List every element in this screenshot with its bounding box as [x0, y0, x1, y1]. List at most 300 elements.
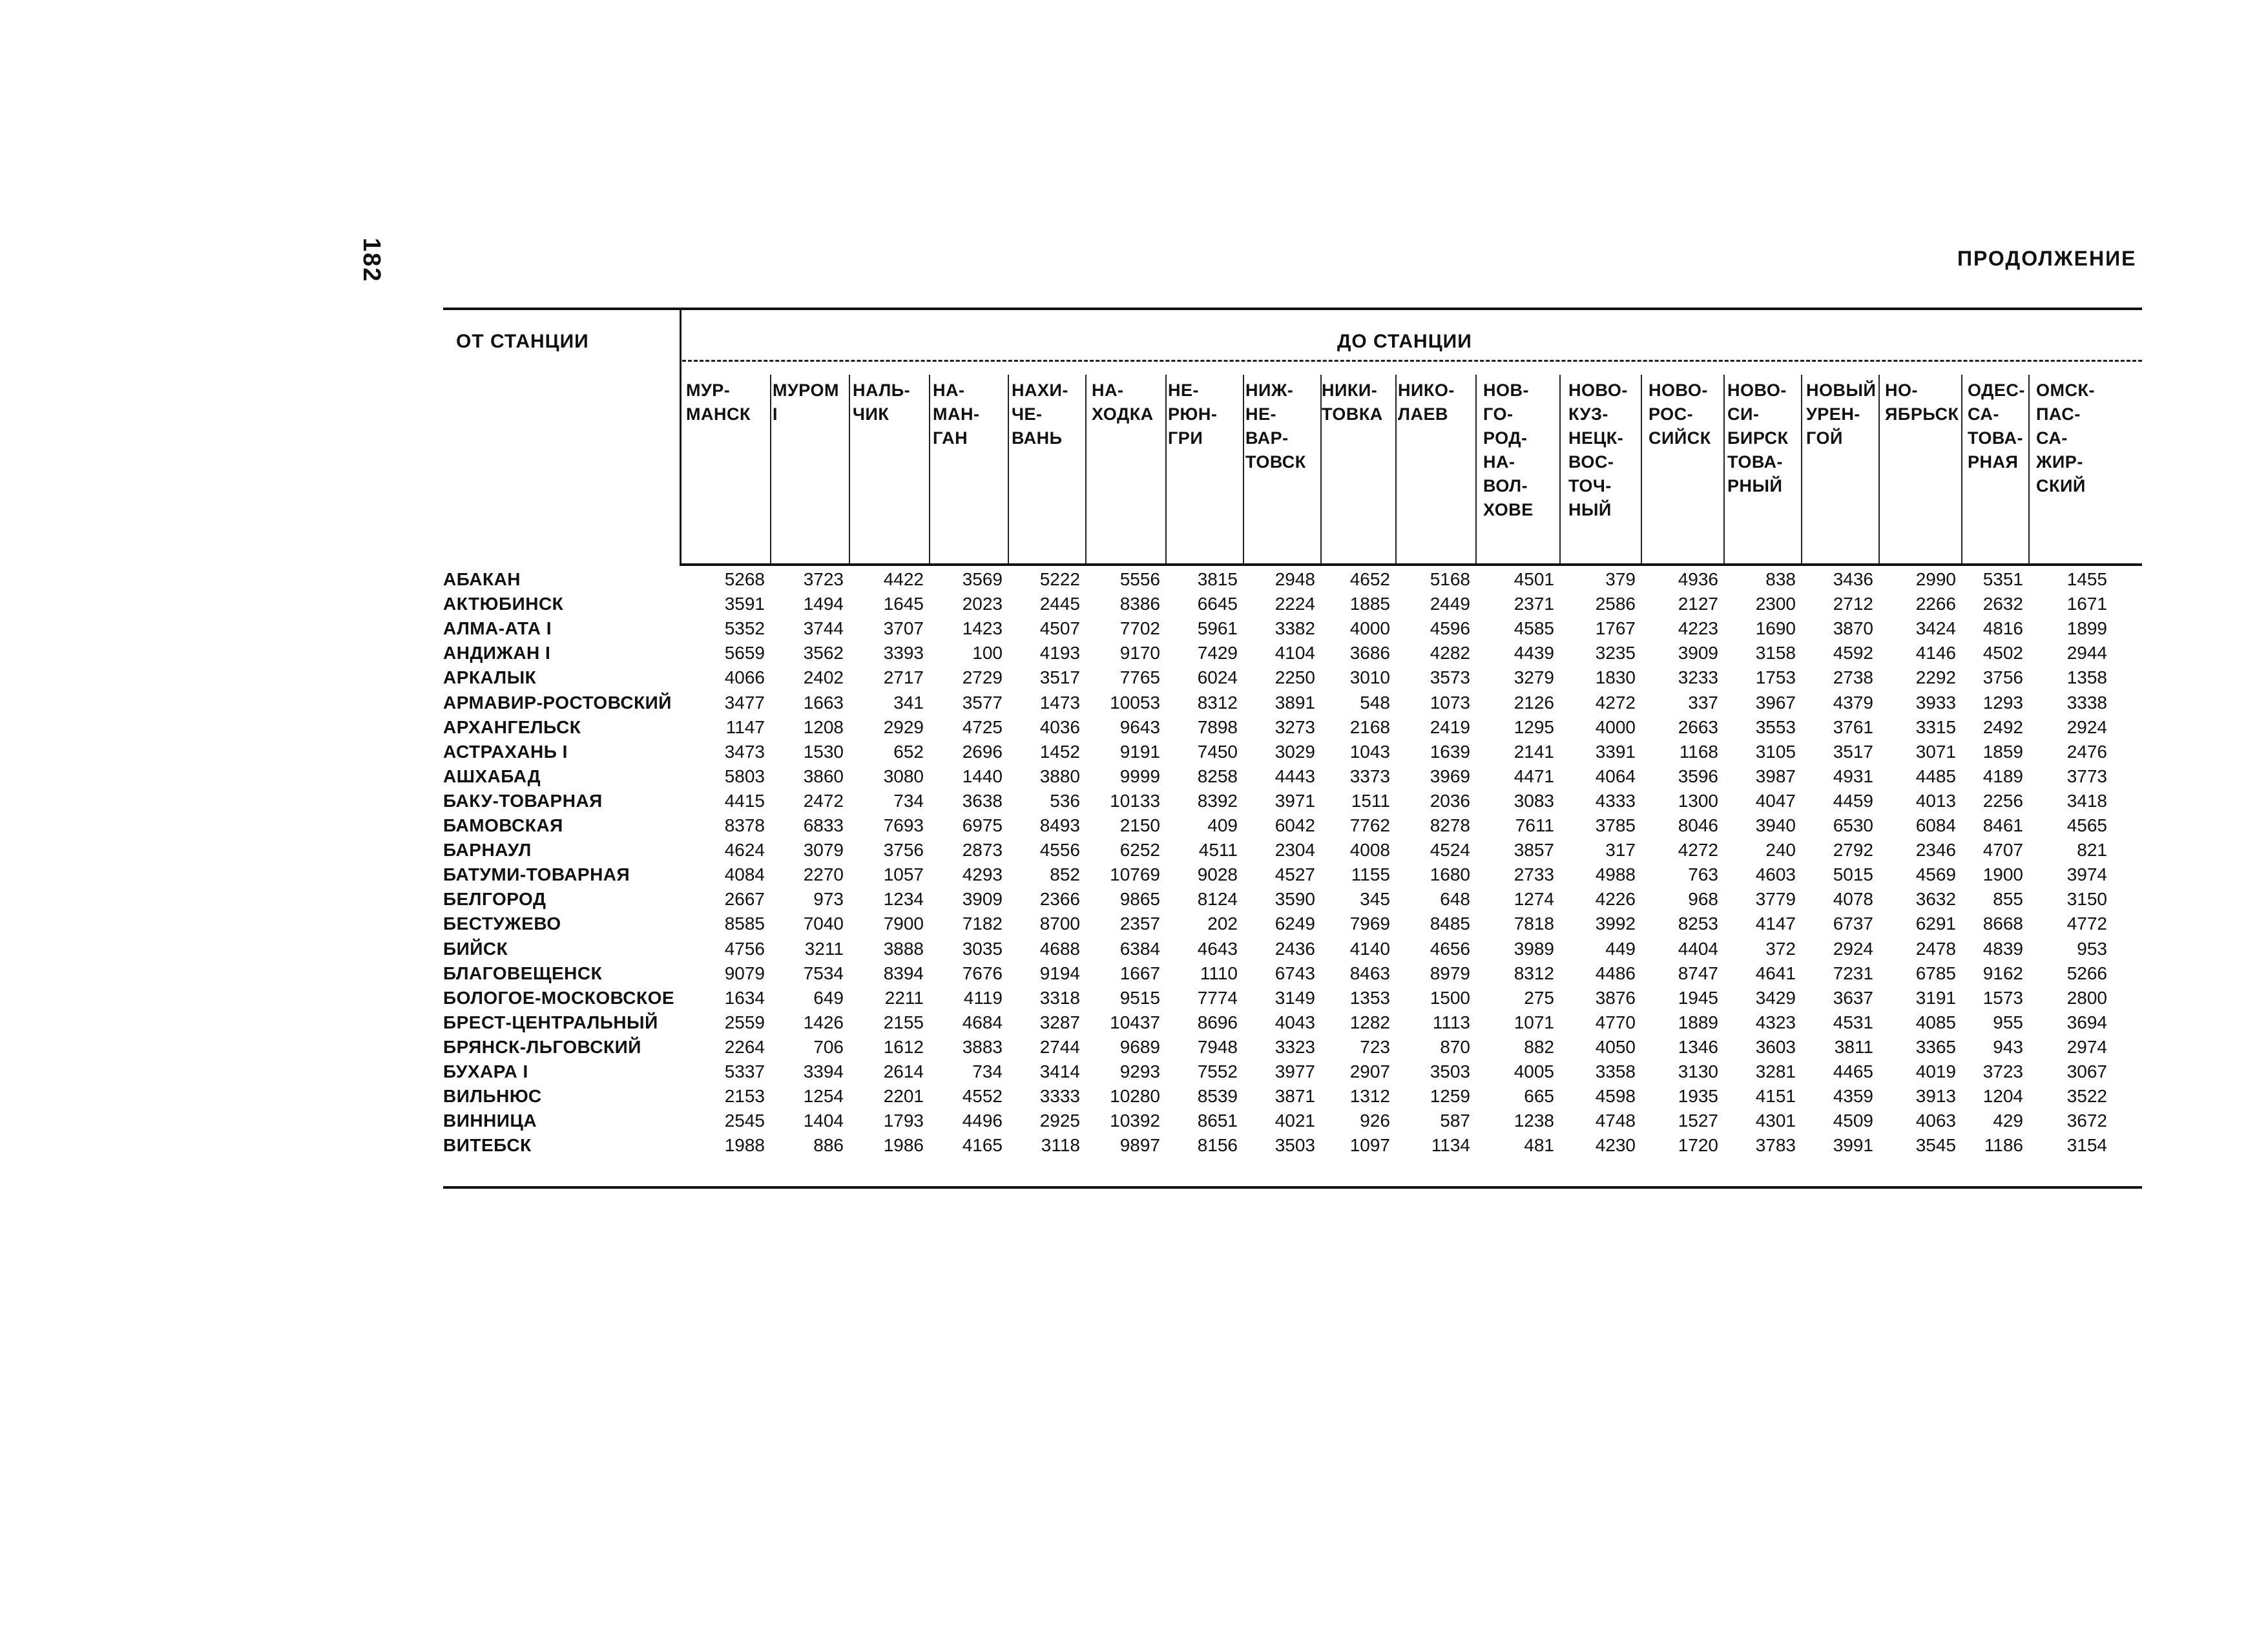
distance-cell: 2224	[1274, 594, 1315, 614]
distance-cell: 6384	[1119, 938, 1160, 959]
distance-cell: 7818	[1514, 914, 1554, 934]
distance-cell: 3672	[2066, 1111, 2107, 1131]
distance-cell: 1889	[1678, 1012, 1718, 1032]
distance-cell: 4496	[962, 1111, 1003, 1131]
distance-cell: 3191	[1915, 987, 1956, 1008]
column-header: МУРОМ I	[773, 381, 839, 424]
distance-cell: 4565	[2066, 815, 2107, 835]
distance-cell: 8386	[1119, 594, 1160, 614]
distance-cell: 1353	[1349, 987, 1390, 1008]
distance-cell: 2266	[1915, 594, 1956, 614]
distance-cell: 4486	[1595, 963, 1636, 983]
distance-cell: 3773	[2066, 766, 2107, 786]
station-name: БУХАРА I	[443, 1061, 528, 1081]
column-divider	[1320, 375, 1322, 563]
distance-cell: 9515	[1119, 987, 1160, 1008]
distance-cell: 4066	[724, 667, 765, 688]
distance-cell: 1440	[962, 766, 1003, 786]
distance-cell: 4509	[1833, 1111, 1873, 1131]
distance-cell: 7231	[1833, 963, 1873, 983]
distance-cell: 2925	[1039, 1111, 1080, 1131]
distance-cell: 3382	[1274, 618, 1315, 639]
distance-cell: 870	[1440, 1036, 1470, 1057]
distance-cell: 341	[893, 692, 924, 713]
distance-cell: 886	[813, 1135, 844, 1156]
distance-cell: 9865	[1119, 889, 1160, 910]
distance-cell: 2472	[803, 790, 844, 811]
distance-cell: 3083	[1514, 790, 1554, 811]
distance-cell: 1527	[1678, 1111, 1718, 1131]
distance-cell: 3071	[1915, 741, 1956, 762]
page-number: 182	[358, 238, 385, 283]
distance-cell: 4603	[1755, 864, 1796, 885]
distance-cell: 1113	[1432, 1012, 1470, 1032]
distance-cell: 7702	[1119, 618, 1160, 639]
station-name: АКТЮБИНСК	[443, 594, 564, 614]
distance-cell: 536	[1050, 790, 1080, 811]
distance-cell: 2211	[884, 987, 924, 1008]
distance-cell: 3723	[1982, 1061, 2023, 1081]
distance-cell: 1639	[1430, 741, 1470, 762]
distance-cell: 3477	[724, 692, 765, 713]
distance-cell: 2357	[1119, 914, 1160, 934]
distance-cell: 10280	[1110, 1086, 1160, 1107]
distance-cell: 1500	[1430, 987, 1470, 1008]
distance-cell: 5659	[724, 643, 765, 663]
distance-cell: 3154	[2066, 1135, 2107, 1156]
distance-cell: 4652	[1349, 569, 1390, 589]
distance-cell: 3035	[962, 938, 1003, 959]
column-divider	[1085, 375, 1087, 563]
distance-cell: 3883	[962, 1036, 1003, 1057]
distance-cell: 4459	[1833, 790, 1873, 811]
distance-cell: 1945	[1678, 987, 1718, 1008]
station-name: АШХАБАД	[443, 766, 541, 786]
column-header: НА- ХОДКА	[1092, 381, 1154, 424]
distance-cell: 1346	[1678, 1036, 1718, 1057]
column-divider	[2028, 375, 2030, 563]
distance-cell: 3080	[883, 766, 924, 786]
distance-cell: 6737	[1833, 914, 1873, 934]
distance-cell: 345	[1360, 889, 1390, 910]
distance-cell: 2944	[2066, 643, 2107, 663]
distance-cell: 9170	[1119, 643, 1160, 663]
station-name: ВИЛЬНЮС	[443, 1086, 542, 1107]
distance-cell: 2738	[1833, 667, 1873, 688]
distance-cell: 6975	[962, 815, 1003, 835]
column-header: НОВО- СИ- БИРСК ТОВА- РНЫЙ	[1727, 381, 1789, 496]
distance-cell: 4379	[1833, 692, 1873, 713]
distance-cell: 1671	[2066, 594, 2107, 614]
distance-cell: 3211	[804, 938, 844, 959]
distance-cell: 2614	[883, 1061, 924, 1081]
column-divider	[1723, 375, 1725, 563]
distance-cell: 1690	[1755, 618, 1796, 639]
distance-cell: 1282	[1349, 1012, 1390, 1032]
distance-cell: 882	[1524, 1036, 1554, 1057]
distance-cell: 665	[1524, 1086, 1554, 1107]
distance-cell: 3971	[1274, 790, 1315, 811]
distance-cell: 2036	[1430, 790, 1470, 811]
distance-cell: 4501	[1514, 569, 1554, 589]
distance-cell: 5015	[1833, 864, 1873, 885]
distance-cell: 3707	[883, 618, 924, 639]
distance-cell: 2476	[2066, 741, 2107, 762]
distance-cell: 8258	[1197, 766, 1238, 786]
distance-cell: 8979	[1430, 963, 1470, 983]
station-name: БАТУМИ-ТОВАРНАЯ	[443, 864, 630, 885]
distance-cell: 1208	[803, 716, 844, 737]
distance-cell: 1358	[2066, 667, 2107, 688]
distance-cell: 4816	[1982, 618, 2023, 639]
distance-cell: 8747	[1678, 963, 1718, 983]
distance-cell: 5168	[1430, 569, 1470, 589]
distance-cell: 3130	[1678, 1061, 1718, 1081]
distance-cell: 1073	[1430, 692, 1470, 713]
distance-cell: 3880	[1039, 766, 1080, 786]
distance-cell: 1134	[1431, 1135, 1470, 1156]
distance-cell: 4524	[1430, 840, 1470, 861]
distance-cell: 8539	[1197, 1086, 1238, 1107]
continuation-label: ПРОДОЛЖЕНИЕ	[1957, 247, 2137, 270]
distance-cell: 9079	[724, 963, 765, 983]
column-divider	[1559, 375, 1561, 563]
column-divider	[929, 375, 930, 563]
header-bottom-rule	[680, 563, 2142, 566]
distance-cell: 1155	[1351, 864, 1390, 885]
distance-cell: 2346	[1915, 840, 1956, 861]
distance-cell: 9293	[1119, 1061, 1160, 1081]
distance-cell: 4422	[883, 569, 924, 589]
column-header: НОВО- РОС- СИЙСК	[1649, 381, 1711, 448]
distance-cell: 8461	[1982, 815, 2023, 835]
distance-cell: 2402	[803, 667, 844, 688]
distance-cell: 3029	[1274, 741, 1315, 762]
distance-cell: 3857	[1514, 840, 1554, 861]
distance-cell: 2141	[1514, 741, 1554, 762]
distance-cell: 4485	[1915, 766, 1956, 786]
distance-cell: 2907	[1349, 1061, 1390, 1081]
distance-cell: 5556	[1119, 569, 1160, 589]
distance-cell: 9643	[1119, 716, 1160, 737]
distance-cell: 2924	[1833, 938, 1873, 959]
distance-cell: 2168	[1349, 716, 1390, 737]
distance-cell: 100	[972, 643, 1003, 663]
distance-cell: 1426	[803, 1012, 844, 1032]
distance-cell: 5266	[2066, 963, 2107, 983]
distance-cell: 4064	[1595, 766, 1636, 786]
distance-cell: 2478	[1915, 938, 1956, 959]
column-header: ОДЕС- СА- ТОВА- РНАЯ	[1968, 381, 2025, 472]
station-name: АСТРАХАНЬ I	[443, 741, 568, 762]
distance-cell: 2366	[1039, 889, 1080, 910]
distance-cell: 1452	[1039, 741, 1080, 762]
distance-cell: 973	[813, 889, 844, 910]
column-divider	[1165, 375, 1167, 563]
distance-cell: 3373	[1349, 766, 1390, 786]
distance-cell: 2436	[1274, 938, 1315, 959]
distance-cell: 2264	[724, 1036, 765, 1057]
distance-cell: 7765	[1119, 667, 1160, 688]
distance-cell: 1793	[883, 1111, 924, 1131]
distance-cell: 3473	[724, 741, 765, 762]
distance-cell: 2153	[724, 1086, 765, 1107]
distance-cell: 4323	[1755, 1012, 1796, 1032]
distance-cell: 2696	[962, 741, 1003, 762]
distance-cell: 3756	[1982, 667, 2023, 688]
distance-cell: 8493	[1039, 815, 1080, 835]
distance-cell: 2127	[1678, 594, 1718, 614]
distance-cell: 4656	[1430, 938, 1470, 959]
distance-cell: 4772	[2066, 914, 2107, 934]
distance-cell: 2929	[883, 716, 924, 737]
distance-cell: 4748	[1595, 1111, 1636, 1131]
distance-cell: 2256	[1982, 790, 2023, 811]
distance-cell: 7948	[1197, 1036, 1238, 1057]
distance-cell: 1935	[1678, 1086, 1718, 1107]
column-divider	[1641, 375, 1642, 563]
distance-cell: 1767	[1595, 618, 1636, 639]
distance-cell: 4165	[962, 1135, 1003, 1156]
distance-cell: 3394	[803, 1061, 844, 1081]
distance-cell: 734	[893, 790, 924, 811]
distance-cell: 4552	[962, 1086, 1003, 1107]
distance-cell: 9162	[1982, 963, 2023, 983]
distance-cell: 3318	[1039, 987, 1080, 1008]
distance-cell: 3522	[2066, 1086, 2107, 1107]
distance-cell: 3067	[2066, 1061, 2107, 1081]
distance-cell: 8392	[1197, 790, 1238, 811]
distance-cell: 8046	[1678, 815, 1718, 835]
station-name: БИЙСК	[443, 938, 508, 959]
distance-cell: 1494	[803, 594, 844, 614]
distance-cell: 1110	[1200, 963, 1238, 983]
distance-cell: 3686	[1349, 643, 1390, 663]
distance-cell: 7450	[1197, 741, 1238, 762]
column-divider	[1961, 375, 1962, 563]
distance-cell: 3638	[962, 790, 1003, 811]
distance-cell: 10053	[1110, 692, 1160, 713]
station-name: БАМОВСКАЯ	[443, 815, 563, 835]
distance-cell: 8278	[1430, 815, 1470, 835]
distance-cell: 8668	[1982, 914, 2023, 934]
distance-cell: 2304	[1274, 840, 1315, 861]
station-name: ВИННИЦА	[443, 1111, 537, 1131]
distance-cell: 3358	[1595, 1061, 1636, 1081]
distance-cell: 3992	[1595, 914, 1636, 934]
distance-cell: 4293	[962, 864, 1003, 885]
distance-cell: 1312	[1349, 1086, 1390, 1107]
distance-cell: 1295	[1514, 716, 1554, 737]
distance-cell: 4119	[963, 987, 1003, 1008]
distance-cell: 2492	[1982, 716, 2023, 737]
distance-cell: 1680	[1430, 864, 1470, 885]
distance-cell: 449	[1605, 938, 1636, 959]
distance-cell: 429	[1993, 1111, 2023, 1131]
distance-cell: 4404	[1678, 938, 1718, 959]
distance-cell: 4063	[1915, 1111, 1956, 1131]
distance-cell: 1259	[1430, 1086, 1470, 1107]
distance-cell: 4272	[1595, 692, 1636, 713]
distance-cell: 4415	[724, 790, 765, 811]
distance-cell: 7900	[883, 914, 924, 934]
station-name: БРЕСТ-ЦЕНТРАЛЬНЫЙ	[443, 1012, 658, 1032]
distance-cell: 2449	[1430, 594, 1470, 614]
distance-cell: 3637	[1833, 987, 1873, 1008]
distance-cell: 4641	[1755, 963, 1796, 983]
distance-cell: 4333	[1595, 790, 1636, 811]
distance-cell: 6252	[1119, 840, 1160, 861]
distance-cell: 4684	[962, 1012, 1003, 1032]
station-name: БЕСТУЖЕВО	[443, 914, 561, 934]
distance-cell: 6833	[803, 815, 844, 835]
distance-cell: 3436	[1833, 569, 1873, 589]
distance-cell: 1667	[1119, 963, 1160, 983]
distance-cell: 3694	[2066, 1012, 2107, 1032]
distance-cell: 2744	[1039, 1036, 1080, 1057]
distance-cell: 4511	[1198, 840, 1238, 861]
distance-cell: 6645	[1197, 594, 1238, 614]
distance-cell: 4988	[1595, 864, 1636, 885]
distance-cell: 3545	[1915, 1135, 1956, 1156]
distance-cell: 1530	[803, 741, 844, 762]
distance-cell: 9689	[1119, 1036, 1160, 1057]
distance-cell: 3779	[1755, 889, 1796, 910]
distance-cell: 4443	[1274, 766, 1315, 786]
distance-cell: 723	[1360, 1036, 1390, 1057]
distance-cell: 8585	[724, 914, 765, 934]
distance-cell: 3573	[1430, 667, 1470, 688]
distance-cell: 2733	[1514, 864, 1554, 885]
distance-cell: 1254	[803, 1086, 844, 1107]
distance-cell: 2292	[1915, 667, 1956, 688]
distance-cell: 4085	[1915, 1012, 1956, 1032]
distance-cell: 2712	[1833, 594, 1873, 614]
distance-cell: 3596	[1678, 766, 1718, 786]
distance-cell: 1071	[1514, 1012, 1554, 1032]
column-divider	[1878, 375, 1880, 563]
distance-cell: 3391	[1595, 741, 1636, 762]
distance-cell: 8156	[1197, 1135, 1238, 1156]
distance-cell: 1404	[803, 1111, 844, 1131]
distance-cell: 1986	[883, 1135, 924, 1156]
column-header: НИЖ- НЕ- ВАР- ТОВСК	[1245, 381, 1306, 472]
header-divider	[680, 310, 681, 565]
distance-cell: 3569	[962, 569, 1003, 589]
distance-cell: 3603	[1755, 1036, 1796, 1057]
distance-cell: 3870	[1833, 618, 1873, 639]
distance-cell: 734	[972, 1061, 1003, 1081]
distance-cell: 3591	[724, 594, 765, 614]
distance-cell: 4008	[1349, 840, 1390, 861]
distance-cell: 2729	[962, 667, 1003, 688]
distance-cell: 1168	[1679, 741, 1718, 762]
distance-cell: 4189	[1982, 766, 2023, 786]
distance-cell: 943	[1993, 1036, 2023, 1057]
column-divider	[1475, 375, 1477, 563]
distance-cell: 8378	[724, 815, 765, 835]
distance-cell: 3418	[2066, 790, 2107, 811]
distance-cell: 2270	[803, 864, 844, 885]
distance-cell: 4931	[1833, 766, 1873, 786]
table-bottom-rule	[443, 1186, 2142, 1189]
distance-cell: 2948	[1274, 569, 1315, 589]
distance-cell: 4707	[1982, 840, 2023, 861]
distance-cell: 821	[2077, 840, 2107, 861]
distance-cell: 5268	[724, 569, 765, 589]
station-name: АРХАНГЕЛЬСК	[443, 716, 581, 737]
column-header: НОВ- ГО- РОД- НА- ВОЛ- ХОВЕ	[1483, 381, 1534, 519]
distance-cell: 4084	[724, 864, 765, 885]
distance-cell: 852	[1050, 864, 1080, 885]
distance-cell: 3967	[1755, 692, 1796, 713]
distance-cell: 3562	[803, 643, 844, 663]
distance-cell: 1720	[1678, 1135, 1718, 1156]
distance-cell: 4585	[1514, 618, 1554, 639]
station-name: АРКАЛЫК	[443, 667, 537, 688]
distance-cell: 1043	[1349, 741, 1390, 762]
distance-cell: 8253	[1678, 914, 1718, 934]
distance-cell: 9194	[1039, 963, 1080, 983]
distance-cell: 2667	[724, 889, 765, 910]
distance-cell: 4021	[1274, 1111, 1315, 1131]
distance-cell: 855	[1993, 889, 2023, 910]
distance-cell: 4000	[1595, 716, 1636, 737]
distance-cell: 1612	[883, 1036, 924, 1057]
distance-cell: 3150	[2066, 889, 2107, 910]
column-divider	[1008, 375, 1009, 563]
distance-cell: 7969	[1349, 914, 1390, 934]
distance-cell: 6249	[1274, 914, 1315, 934]
distance-cell: 3590	[1274, 889, 1315, 910]
distance-cell: 2632	[1982, 594, 2023, 614]
distance-cell: 409	[1207, 815, 1238, 835]
distance-cell: 4078	[1833, 889, 1873, 910]
distance-cell: 4146	[1915, 643, 1956, 663]
station-name: БАКУ-ТОВАРНАЯ	[443, 790, 603, 811]
distance-cell: 2717	[883, 667, 924, 688]
distance-cell: 1885	[1349, 594, 1390, 614]
column-header: НИКИ- ТОВКА	[1322, 381, 1383, 424]
distance-cell: 2201	[883, 1086, 924, 1107]
distance-cell: 6084	[1915, 815, 1956, 835]
to-station-header: ДО СТАНЦИИ	[1337, 331, 1472, 352]
distance-cell: 6024	[1197, 667, 1238, 688]
station-name: ВИТЕБСК	[443, 1135, 532, 1156]
distance-cell: 3909	[962, 889, 1003, 910]
distance-cell: 10437	[1110, 1012, 1160, 1032]
column-header: НОВЫЙ УРЕН- ГОЙ	[1806, 381, 1877, 448]
distance-cell: 3940	[1755, 815, 1796, 835]
distance-cell: 3977	[1274, 1061, 1315, 1081]
distance-cell: 3723	[803, 569, 844, 589]
column-divider	[770, 375, 771, 563]
distance-cell: 4359	[1833, 1086, 1873, 1107]
station-name: БРЯНСК-ЛЬГОВСКИЙ	[443, 1036, 641, 1057]
distance-cell: 10392	[1110, 1111, 1160, 1131]
column-header: НИКО- ЛАЕВ	[1398, 381, 1455, 424]
column-header: ОМСК- ПАС- СА- ЖИР- СКИЙ	[2036, 381, 2095, 496]
distance-cell: 1423	[962, 618, 1003, 639]
station-name: БОЛОГОЕ-МОСКОВСКОЕ	[443, 987, 675, 1008]
distance-cell: 4569	[1915, 864, 1956, 885]
distance-cell: 3414	[1039, 1061, 1080, 1081]
distance-cell: 3989	[1514, 938, 1554, 959]
distance-cell: 9999	[1119, 766, 1160, 786]
distance-cell: 2250	[1274, 667, 1315, 688]
distance-cell: 10133	[1110, 790, 1160, 811]
header-dashed-rule	[682, 360, 2142, 362]
